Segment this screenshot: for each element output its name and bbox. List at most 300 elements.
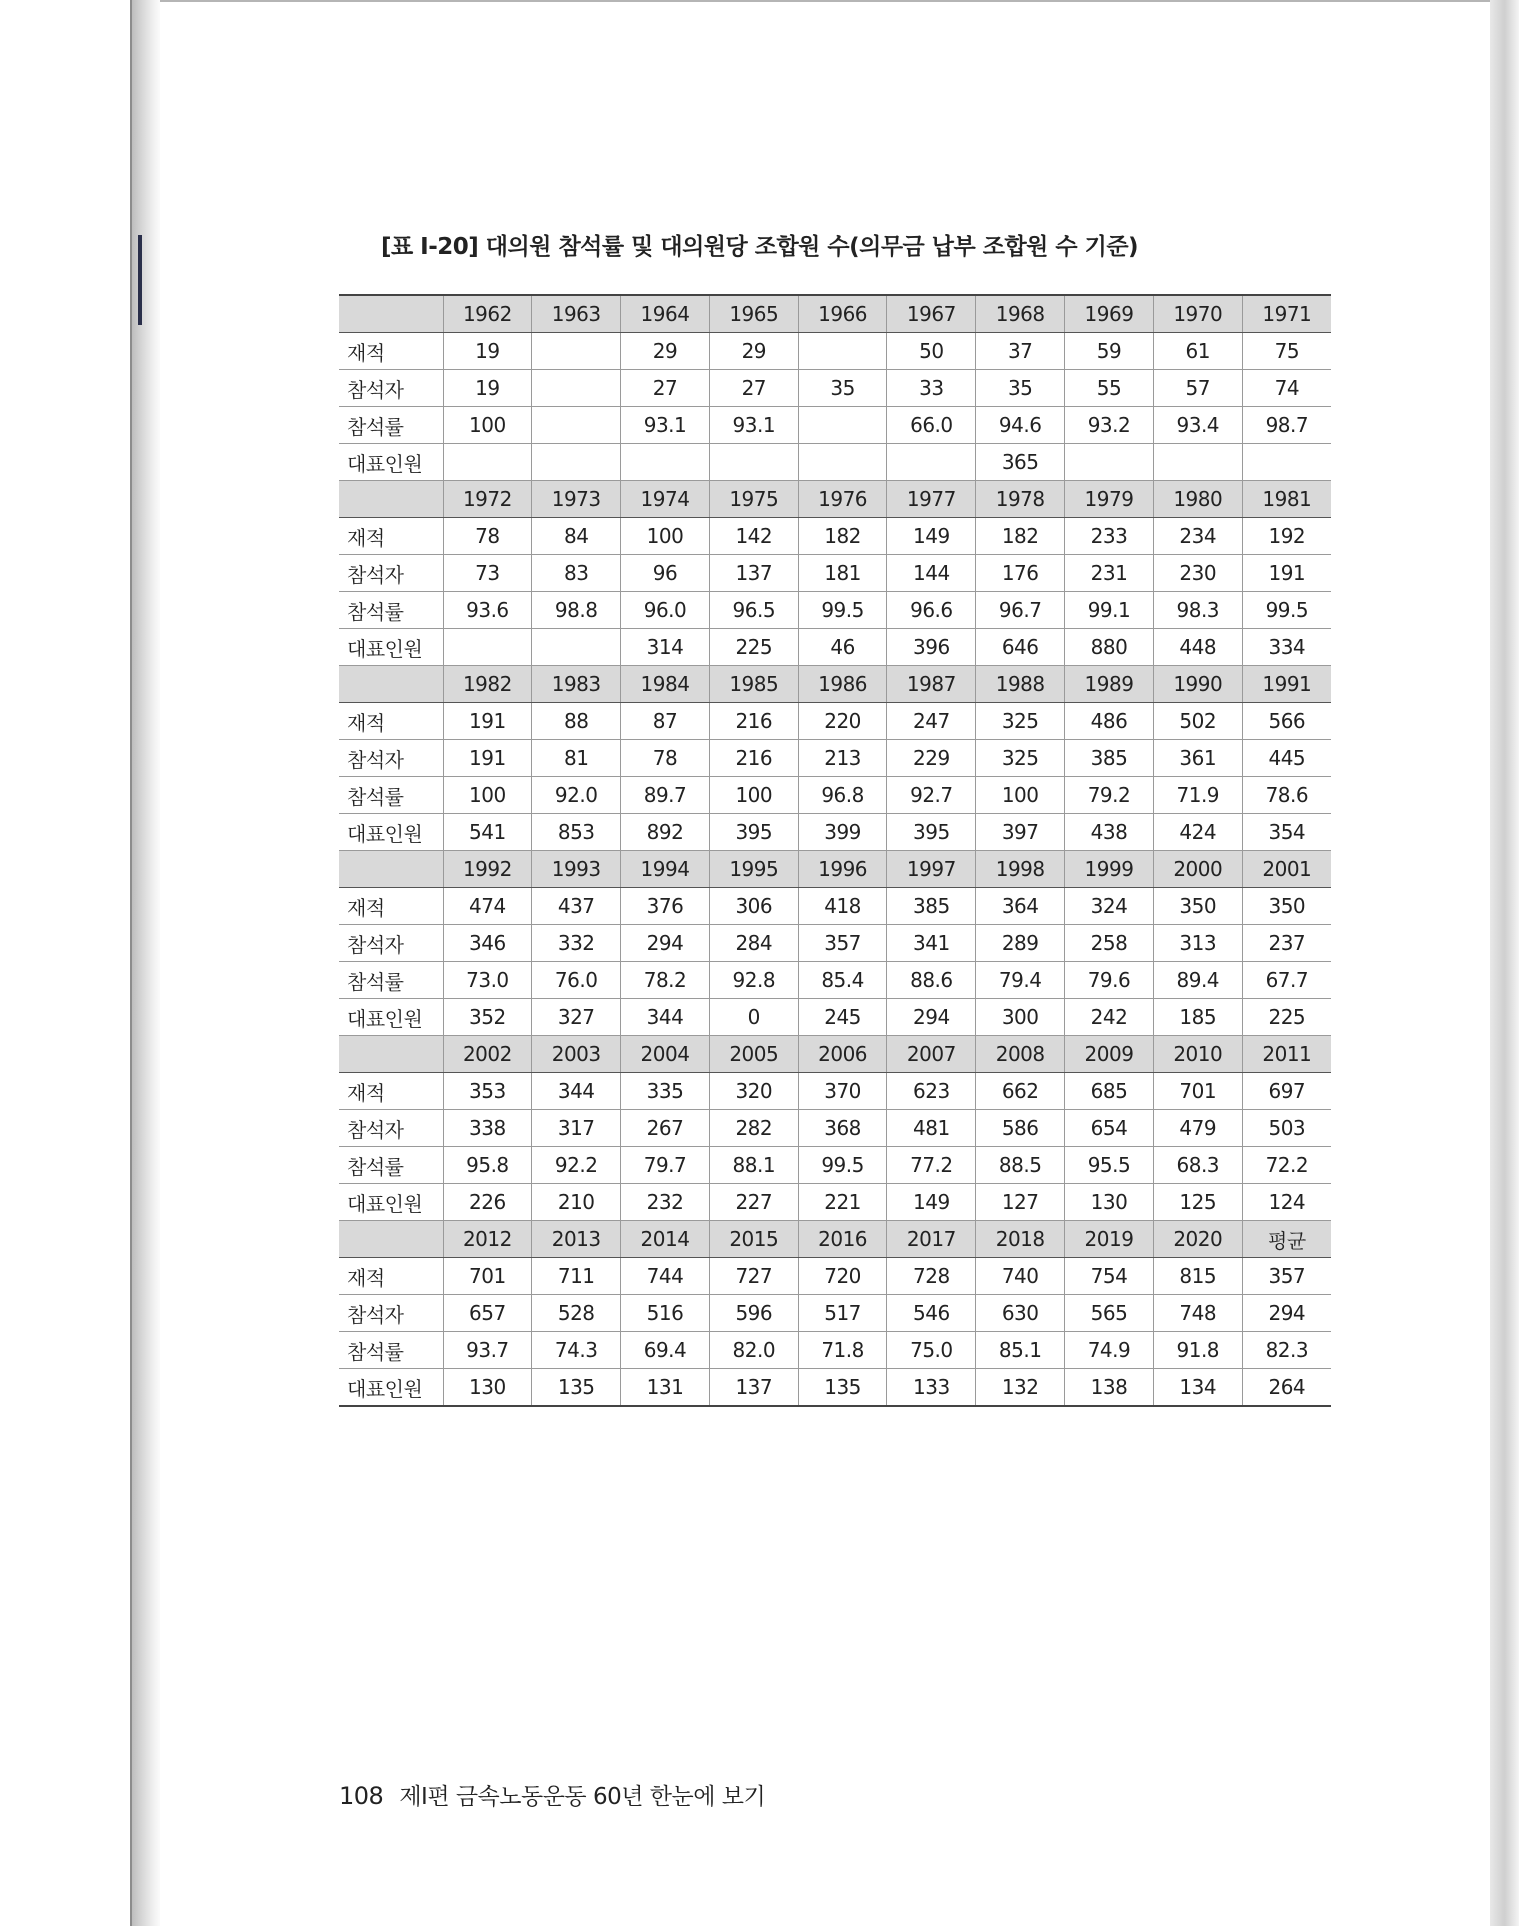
table-cell bbox=[1065, 444, 1154, 481]
table-cell: 306 bbox=[709, 888, 798, 925]
table-cell: 77.2 bbox=[887, 1147, 976, 1184]
year-header-cell: 1989 bbox=[1065, 666, 1154, 703]
year-header-cell: 2000 bbox=[1153, 851, 1242, 888]
year-header-cell: 2013 bbox=[532, 1221, 621, 1258]
table-cell: 701 bbox=[443, 1258, 532, 1295]
table-cell: 99.1 bbox=[1065, 592, 1154, 629]
table-row bbox=[339, 1147, 1331, 1184]
table-cell: 232 bbox=[621, 1184, 710, 1221]
table-cell: 654 bbox=[1065, 1110, 1154, 1147]
table-cell: 685 bbox=[1065, 1073, 1154, 1110]
year-header-cell: 1964 bbox=[621, 295, 710, 333]
table-cell: 474 bbox=[443, 888, 532, 925]
table-cell: 92.2 bbox=[532, 1147, 621, 1184]
table-cell: 216 bbox=[709, 703, 798, 740]
row-label: 재적 bbox=[339, 333, 443, 370]
table-cell: 546 bbox=[887, 1295, 976, 1332]
table-cell bbox=[798, 333, 887, 370]
table-cell: 81 bbox=[532, 740, 621, 777]
year-header-cell: 1966 bbox=[798, 295, 887, 333]
row-label: 참석률 bbox=[339, 592, 443, 629]
table-cell bbox=[709, 444, 798, 481]
table-cell: 332 bbox=[532, 925, 621, 962]
row-label: 참석률 bbox=[339, 407, 443, 444]
table-cell: 596 bbox=[709, 1295, 798, 1332]
table-cell: 33 bbox=[887, 370, 976, 407]
year-header-cell: 1992 bbox=[443, 851, 532, 888]
table-cell: 50 bbox=[887, 333, 976, 370]
header-corner-cell bbox=[339, 1036, 443, 1073]
table-cell: 216 bbox=[709, 740, 798, 777]
table-cell: 134 bbox=[1153, 1369, 1242, 1407]
table-cell: 89.7 bbox=[621, 777, 710, 814]
table-cell: 57 bbox=[1153, 370, 1242, 407]
table-cell bbox=[532, 407, 621, 444]
table-cell: 19 bbox=[443, 370, 532, 407]
table-cell: 92.0 bbox=[532, 777, 621, 814]
table-cell: 354 bbox=[1242, 814, 1331, 851]
table-cell: 79.7 bbox=[621, 1147, 710, 1184]
table-cell: 29 bbox=[621, 333, 710, 370]
table-row bbox=[339, 370, 1331, 407]
table-cell: 313 bbox=[1153, 925, 1242, 962]
table-cell: 131 bbox=[621, 1369, 710, 1407]
table-cell: 370 bbox=[798, 1073, 887, 1110]
table-cell: 98.3 bbox=[1153, 592, 1242, 629]
table-cell: 317 bbox=[532, 1110, 621, 1147]
table-cell: 88.1 bbox=[709, 1147, 798, 1184]
table-cell: 517 bbox=[798, 1295, 887, 1332]
year-header-cell: 1985 bbox=[709, 666, 798, 703]
row-label: 참석률 bbox=[339, 777, 443, 814]
table-cell: 185 bbox=[1153, 999, 1242, 1036]
table-cell bbox=[887, 444, 976, 481]
year-header-cell: 1982 bbox=[443, 666, 532, 703]
row-label: 대표인원 bbox=[339, 1184, 443, 1221]
table-cell: 74.3 bbox=[532, 1332, 621, 1369]
table-cell: 233 bbox=[1065, 518, 1154, 555]
year-header-cell: 2008 bbox=[976, 1036, 1065, 1073]
table-cell: 247 bbox=[887, 703, 976, 740]
table-cell: 138 bbox=[1065, 1369, 1154, 1407]
table-cell: 481 bbox=[887, 1110, 976, 1147]
table-row bbox=[339, 962, 1331, 999]
year-header-cell: 2015 bbox=[709, 1221, 798, 1258]
table-cell: 78 bbox=[443, 518, 532, 555]
year-header-cell: 1974 bbox=[621, 481, 710, 518]
table-cell bbox=[532, 370, 621, 407]
year-header-cell: 1968 bbox=[976, 295, 1065, 333]
row-label: 참석률 bbox=[339, 1147, 443, 1184]
table-row bbox=[339, 629, 1331, 666]
table-cell: 294 bbox=[1242, 1295, 1331, 1332]
header-corner-cell bbox=[339, 481, 443, 518]
table-cell: 720 bbox=[798, 1258, 887, 1295]
row-label: 참석자 bbox=[339, 555, 443, 592]
table-cell: 78 bbox=[621, 740, 710, 777]
row-label: 참석률 bbox=[339, 1332, 443, 1369]
table-cell: 78.6 bbox=[1242, 777, 1331, 814]
table-cell: 225 bbox=[1242, 999, 1331, 1036]
row-label: 참석자 bbox=[339, 925, 443, 962]
table-cell: 99.5 bbox=[798, 592, 887, 629]
table-cell: 294 bbox=[887, 999, 976, 1036]
table-cell: 182 bbox=[798, 518, 887, 555]
table-cell: 662 bbox=[976, 1073, 1065, 1110]
table-row bbox=[339, 777, 1331, 814]
table-cell: 100 bbox=[621, 518, 710, 555]
table-cell: 93.7 bbox=[443, 1332, 532, 1369]
table-cell: 93.4 bbox=[1153, 407, 1242, 444]
table-cell: 231 bbox=[1065, 555, 1154, 592]
year-header-row bbox=[339, 295, 1331, 333]
table-cell: 191 bbox=[1242, 555, 1331, 592]
year-header-cell: 2011 bbox=[1242, 1036, 1331, 1073]
table-cell: 754 bbox=[1065, 1258, 1154, 1295]
year-header-cell: 1970 bbox=[1153, 295, 1242, 333]
year-header-cell: 1977 bbox=[887, 481, 976, 518]
table-cell: 19 bbox=[443, 333, 532, 370]
table-cell: 396 bbox=[887, 629, 976, 666]
table-cell: 192 bbox=[1242, 518, 1331, 555]
table-cell: 264 bbox=[1242, 1369, 1331, 1407]
year-header-cell: 1987 bbox=[887, 666, 976, 703]
table-row bbox=[339, 925, 1331, 962]
table-cell: 100 bbox=[443, 407, 532, 444]
table-cell: 93.2 bbox=[1065, 407, 1154, 444]
table-cell: 368 bbox=[798, 1110, 887, 1147]
table-cell: 344 bbox=[532, 1073, 621, 1110]
table-cell: 76.0 bbox=[532, 962, 621, 999]
table-cell: 93.1 bbox=[709, 407, 798, 444]
table-cell: 361 bbox=[1153, 740, 1242, 777]
table-cell: 27 bbox=[709, 370, 798, 407]
row-label: 참석률 bbox=[339, 962, 443, 999]
table-cell: 364 bbox=[976, 888, 1065, 925]
table-cell: 142 bbox=[709, 518, 798, 555]
table-cell: 88 bbox=[532, 703, 621, 740]
header-corner-cell bbox=[339, 851, 443, 888]
table-cell: 92.7 bbox=[887, 777, 976, 814]
year-header-cell: 2003 bbox=[532, 1036, 621, 1073]
table-cell: 91.8 bbox=[1153, 1332, 1242, 1369]
table-cell: 37 bbox=[976, 333, 1065, 370]
year-header-cell: 2001 bbox=[1242, 851, 1331, 888]
year-header-cell: 2004 bbox=[621, 1036, 710, 1073]
table-cell: 181 bbox=[798, 555, 887, 592]
year-header-cell: 2014 bbox=[621, 1221, 710, 1258]
table-cell: 657 bbox=[443, 1295, 532, 1332]
table-cell: 234 bbox=[1153, 518, 1242, 555]
table-cell: 96.5 bbox=[709, 592, 798, 629]
table-cell: 230 bbox=[1153, 555, 1242, 592]
table-cell: 221 bbox=[798, 1184, 887, 1221]
table-cell: 88.5 bbox=[976, 1147, 1065, 1184]
table-cell bbox=[798, 444, 887, 481]
table-cell: 176 bbox=[976, 555, 1065, 592]
table-row bbox=[339, 1184, 1331, 1221]
table-cell: 135 bbox=[798, 1369, 887, 1407]
row-label: 재적 bbox=[339, 1258, 443, 1295]
table-cell bbox=[798, 407, 887, 444]
table-cell: 125 bbox=[1153, 1184, 1242, 1221]
table-cell: 75 bbox=[1242, 333, 1331, 370]
table-cell: 437 bbox=[532, 888, 621, 925]
table-cell: 220 bbox=[798, 703, 887, 740]
table-cell: 99.5 bbox=[1242, 592, 1331, 629]
table-cell: 96 bbox=[621, 555, 710, 592]
table-title: [표 Ⅰ-20] 대의원 참석률 및 대의원당 조합원 수(의무금 납부 조합원 수 기준) bbox=[380, 234, 1139, 260]
year-header-cell: 2010 bbox=[1153, 1036, 1242, 1073]
table-cell bbox=[532, 444, 621, 481]
row-label: 대표인원 bbox=[339, 1369, 443, 1407]
table-cell: 346 bbox=[443, 925, 532, 962]
row-label: 참석자 bbox=[339, 370, 443, 407]
year-header-cell: 2005 bbox=[709, 1036, 798, 1073]
header-corner-cell bbox=[339, 1221, 443, 1258]
table-cell: 99.5 bbox=[798, 1147, 887, 1184]
table-cell: 740 bbox=[976, 1258, 1065, 1295]
table-cell: 424 bbox=[1153, 814, 1242, 851]
table-cell: 71.9 bbox=[1153, 777, 1242, 814]
table-cell: 96.7 bbox=[976, 592, 1065, 629]
table-row bbox=[339, 333, 1331, 370]
table-cell: 352 bbox=[443, 999, 532, 1036]
table-cell: 27 bbox=[621, 370, 710, 407]
table-cell: 853 bbox=[532, 814, 621, 851]
table-row bbox=[339, 1369, 1331, 1407]
table-row bbox=[339, 888, 1331, 925]
table-cell: 100 bbox=[443, 777, 532, 814]
table-cell bbox=[1153, 444, 1242, 481]
table-cell: 95.5 bbox=[1065, 1147, 1154, 1184]
table-cell: 85.4 bbox=[798, 962, 887, 999]
table-cell: 701 bbox=[1153, 1073, 1242, 1110]
table-cell: 74.9 bbox=[1065, 1332, 1154, 1369]
table-cell: 516 bbox=[621, 1295, 710, 1332]
table-cell: 697 bbox=[1242, 1073, 1331, 1110]
table-cell: 395 bbox=[709, 814, 798, 851]
table-cell bbox=[532, 333, 621, 370]
table-cell: 149 bbox=[887, 518, 976, 555]
table-cell: 135 bbox=[532, 1369, 621, 1407]
year-header-cell: 1990 bbox=[1153, 666, 1242, 703]
year-header-cell: 1973 bbox=[532, 481, 621, 518]
year-header-cell: 1983 bbox=[532, 666, 621, 703]
row-label: 재적 bbox=[339, 703, 443, 740]
table-cell: 79.2 bbox=[1065, 777, 1154, 814]
year-header-cell: 1998 bbox=[976, 851, 1065, 888]
year-header-cell: 2009 bbox=[1065, 1036, 1154, 1073]
table-row bbox=[339, 444, 1331, 481]
year-header-cell: 2012 bbox=[443, 1221, 532, 1258]
table-cell: 335 bbox=[621, 1073, 710, 1110]
table-cell: 93.1 bbox=[621, 407, 710, 444]
table-cell: 133 bbox=[887, 1369, 976, 1407]
table-row bbox=[339, 999, 1331, 1036]
table-cell: 55 bbox=[1065, 370, 1154, 407]
table-cell: 486 bbox=[1065, 703, 1154, 740]
table-cell: 586 bbox=[976, 1110, 1065, 1147]
table-cell bbox=[443, 444, 532, 481]
table-row bbox=[339, 407, 1331, 444]
table-cell: 95.8 bbox=[443, 1147, 532, 1184]
table-cell: 815 bbox=[1153, 1258, 1242, 1295]
row-label: 재적 bbox=[339, 888, 443, 925]
table-cell: 258 bbox=[1065, 925, 1154, 962]
table-cell: 68.3 bbox=[1153, 1147, 1242, 1184]
table-cell bbox=[1242, 444, 1331, 481]
table-cell: 376 bbox=[621, 888, 710, 925]
table-cell: 124 bbox=[1242, 1184, 1331, 1221]
table-cell: 397 bbox=[976, 814, 1065, 851]
table-cell: 98.8 bbox=[532, 592, 621, 629]
table-row bbox=[339, 592, 1331, 629]
year-header-cell: 1986 bbox=[798, 666, 887, 703]
page-right-edge bbox=[1490, 0, 1519, 1926]
year-header-cell: 1996 bbox=[798, 851, 887, 888]
table-cell: 227 bbox=[709, 1184, 798, 1221]
row-label: 대표인원 bbox=[339, 629, 443, 666]
table-cell: 338 bbox=[443, 1110, 532, 1147]
table-row bbox=[339, 814, 1331, 851]
table-row bbox=[339, 740, 1331, 777]
table-row bbox=[339, 1332, 1331, 1369]
attendance-table bbox=[339, 294, 1331, 1407]
year-header-row bbox=[339, 1036, 1331, 1073]
year-header-cell: 1962 bbox=[443, 295, 532, 333]
table-cell: 314 bbox=[621, 629, 710, 666]
table-cell bbox=[621, 444, 710, 481]
table-cell: 87 bbox=[621, 703, 710, 740]
table-cell: 325 bbox=[976, 740, 1065, 777]
year-header-cell: 2018 bbox=[976, 1221, 1065, 1258]
year-header-cell: 1988 bbox=[976, 666, 1065, 703]
table-cell: 35 bbox=[798, 370, 887, 407]
year-header-cell: 2020 bbox=[1153, 1221, 1242, 1258]
table-cell: 728 bbox=[887, 1258, 976, 1295]
table-cell: 0 bbox=[709, 999, 798, 1036]
table-cell: 182 bbox=[976, 518, 1065, 555]
row-label: 참석자 bbox=[339, 1295, 443, 1332]
table-cell bbox=[532, 629, 621, 666]
year-header-row bbox=[339, 666, 1331, 703]
table-cell: 448 bbox=[1153, 629, 1242, 666]
table-cell: 357 bbox=[798, 925, 887, 962]
year-header-cell: 1967 bbox=[887, 295, 976, 333]
table-cell: 137 bbox=[709, 555, 798, 592]
table-cell: 191 bbox=[443, 740, 532, 777]
table-cell: 623 bbox=[887, 1073, 976, 1110]
table-cell: 79.4 bbox=[976, 962, 1065, 999]
table-cell: 82.3 bbox=[1242, 1332, 1331, 1369]
year-header-cell: 1969 bbox=[1065, 295, 1154, 333]
table-cell: 479 bbox=[1153, 1110, 1242, 1147]
table-cell bbox=[443, 629, 532, 666]
table-cell: 46 bbox=[798, 629, 887, 666]
table-cell: 541 bbox=[443, 814, 532, 851]
year-header-cell: 2006 bbox=[798, 1036, 887, 1073]
table-cell: 365 bbox=[976, 444, 1065, 481]
year-header-row bbox=[339, 481, 1331, 518]
table-row bbox=[339, 1295, 1331, 1332]
header-corner-cell bbox=[339, 295, 443, 333]
table-cell: 59 bbox=[1065, 333, 1154, 370]
table-cell: 226 bbox=[443, 1184, 532, 1221]
row-label: 대표인원 bbox=[339, 444, 443, 481]
table-cell: 229 bbox=[887, 740, 976, 777]
table-cell: 66.0 bbox=[887, 407, 976, 444]
table-cell: 144 bbox=[887, 555, 976, 592]
table-cell: 88.6 bbox=[887, 962, 976, 999]
table-cell: 344 bbox=[621, 999, 710, 1036]
table-row bbox=[339, 1110, 1331, 1147]
table-cell: 225 bbox=[709, 629, 798, 666]
year-header-cell: 1976 bbox=[798, 481, 887, 518]
page-number: 108 bbox=[339, 1782, 384, 1810]
year-header-cell: 1999 bbox=[1065, 851, 1154, 888]
table-cell: 73 bbox=[443, 555, 532, 592]
table-cell: 92.8 bbox=[709, 962, 798, 999]
table-cell: 78.2 bbox=[621, 962, 710, 999]
table-cell: 282 bbox=[709, 1110, 798, 1147]
table-cell: 132 bbox=[976, 1369, 1065, 1407]
table-cell: 210 bbox=[532, 1184, 621, 1221]
table-cell: 96.6 bbox=[887, 592, 976, 629]
year-header-cell: 1981 bbox=[1242, 481, 1331, 518]
year-header-cell: 1965 bbox=[709, 295, 798, 333]
table-cell: 294 bbox=[621, 925, 710, 962]
year-header-cell: 2017 bbox=[887, 1221, 976, 1258]
table-cell: 327 bbox=[532, 999, 621, 1036]
table-cell: 237 bbox=[1242, 925, 1331, 962]
table-row bbox=[339, 555, 1331, 592]
table-cell: 438 bbox=[1065, 814, 1154, 851]
table-cell: 324 bbox=[1065, 888, 1154, 925]
table-cell: 82.0 bbox=[709, 1332, 798, 1369]
table-cell: 191 bbox=[443, 703, 532, 740]
year-header-cell: 평균 bbox=[1242, 1221, 1331, 1258]
table-cell: 96.8 bbox=[798, 777, 887, 814]
table-row bbox=[339, 1073, 1331, 1110]
table-row bbox=[339, 518, 1331, 555]
year-header-cell: 1978 bbox=[976, 481, 1065, 518]
row-label: 재적 bbox=[339, 1073, 443, 1110]
year-header-cell: 1997 bbox=[887, 851, 976, 888]
footer-section-title: 제Ⅰ편 금속노동운동 60년 한눈에 보기 bbox=[399, 1784, 766, 1810]
table-cell: 353 bbox=[443, 1073, 532, 1110]
table-cell: 96.0 bbox=[621, 592, 710, 629]
year-header-cell: 1971 bbox=[1242, 295, 1331, 333]
table-cell: 100 bbox=[976, 777, 1065, 814]
table-cell: 213 bbox=[798, 740, 887, 777]
year-header-row bbox=[339, 851, 1331, 888]
table-cell: 399 bbox=[798, 814, 887, 851]
table-cell: 385 bbox=[887, 888, 976, 925]
year-header-cell: 1975 bbox=[709, 481, 798, 518]
table-cell: 71.8 bbox=[798, 1332, 887, 1369]
year-header-cell: 2019 bbox=[1065, 1221, 1154, 1258]
table-cell: 85.1 bbox=[976, 1332, 1065, 1369]
year-header-cell: 1984 bbox=[621, 666, 710, 703]
table-cell: 395 bbox=[887, 814, 976, 851]
table-cell: 130 bbox=[443, 1369, 532, 1407]
table-cell: 29 bbox=[709, 333, 798, 370]
table-cell: 565 bbox=[1065, 1295, 1154, 1332]
year-header-cell: 1980 bbox=[1153, 481, 1242, 518]
table-cell: 385 bbox=[1065, 740, 1154, 777]
table-cell: 94.6 bbox=[976, 407, 1065, 444]
